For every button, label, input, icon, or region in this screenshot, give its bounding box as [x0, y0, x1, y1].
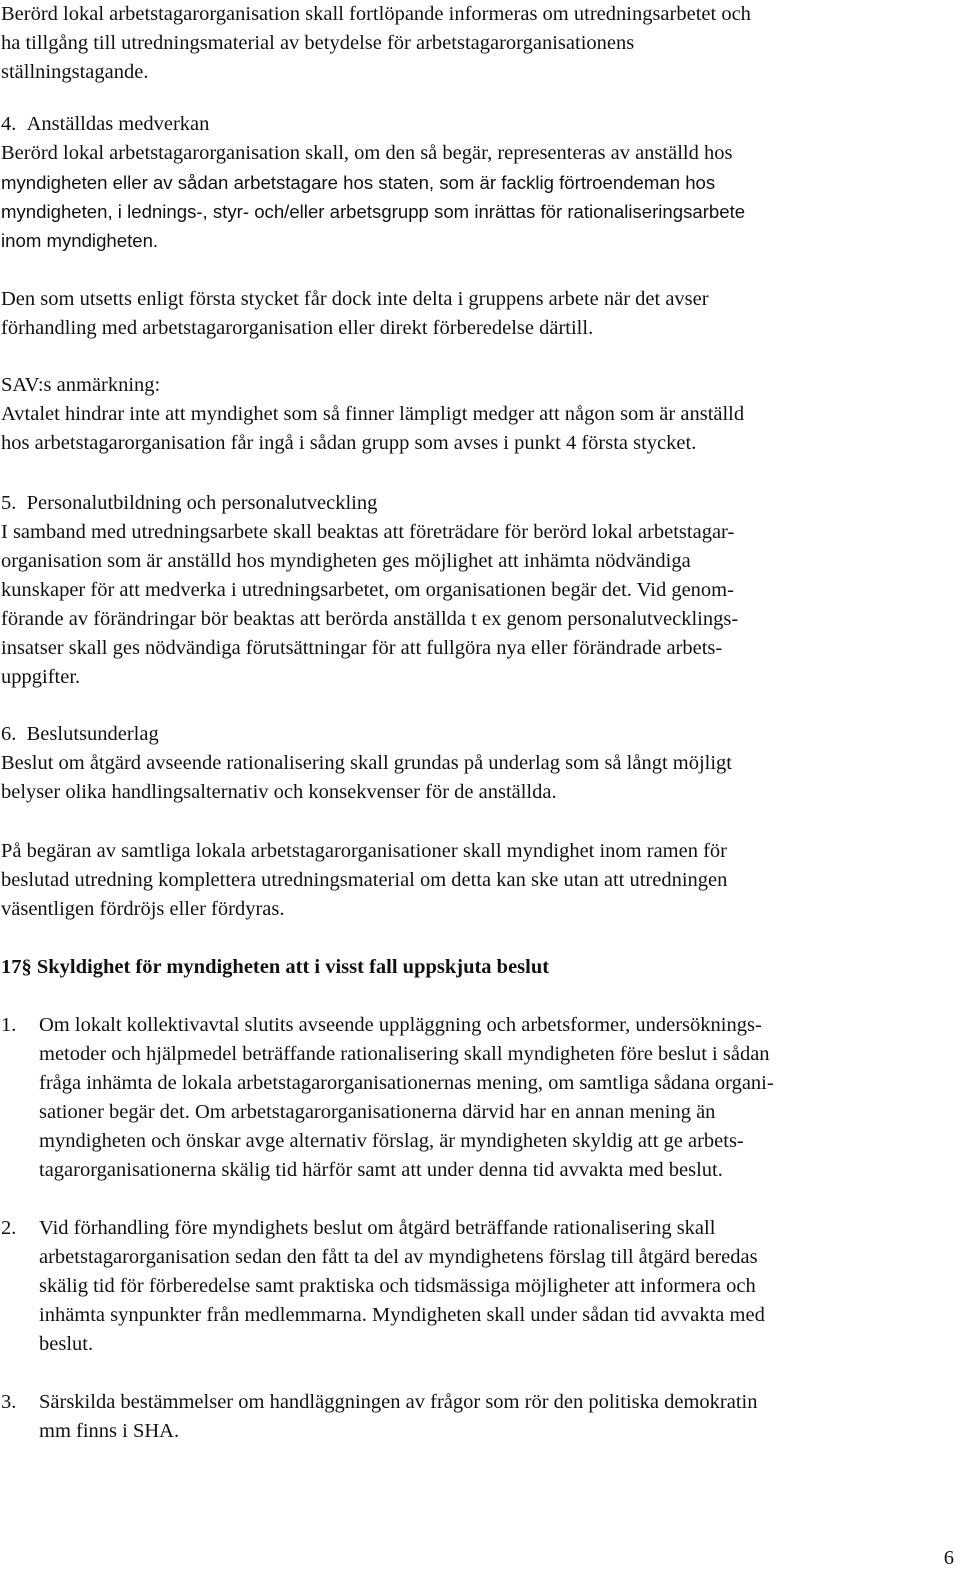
paragraph-17 [1, 953, 946, 982]
sav-note [1, 371, 946, 458]
section-5 [1, 489, 946, 692]
section-number: 5. [1, 492, 17, 514]
text-line: uppgifter. [1, 666, 81, 688]
text-line: beslutad utredning komplettera utredningsmaterial om detta kan ske utan att utredningen [1, 869, 728, 891]
text-line: ställningstagande. [1, 61, 149, 83]
section-heading [1, 110, 946, 139]
text-line: fråga inhämta de lokala arbetstagarorganisationernas mening, om samtliga sådana organi- [39, 1072, 774, 1094]
section-6 [1, 720, 946, 807]
text-line: väsentligen fördröjs eller fördyras. [1, 898, 285, 920]
text-line: tagarorganisationerna skälig tid härför samt att under denna tid avvakta med beslut. [39, 1159, 723, 1181]
item-number: 1. [1, 1014, 17, 1036]
text-line: I samband med utredningsarbete skall beaktas att företrädare för berörd lokal arbetstagar- [1, 521, 735, 543]
text-line: myndigheten, i lednings-, styr- och/eller arbetsgrupp som inrättas för rationaliseringsarbete [1, 201, 746, 222]
text-line: arbetstagarorganisation sedan den fått ta del av myndighetens förslag till åtgärd beredas [39, 1246, 758, 1268]
paragraph-heading: 17§ Skyldighet för myndigheten att i visst fall uppskjuta beslut [1, 956, 550, 978]
text-line: Berörd lokal arbetstagarorganisation skall, om den så begär, representeras av anställd hos [1, 142, 733, 164]
text-line: kunskaper för att medverka i utredningsarbetet, om organisationen begär det. Vid genom- [1, 579, 734, 601]
text-line: myndigheten eller av sådan arbetstagare hos staten, som är facklig förtroendeman hos [1, 172, 716, 193]
item-text [39, 1388, 939, 1446]
text-line: metoder och hjälpmedel beträffande rationalisering skall myndigheten före beslut i sådan [39, 1043, 770, 1065]
section-title: Personalutbildning och personalutveckling [26, 492, 378, 514]
section-number: 6. [1, 723, 17, 745]
text-line: Avtalet hindrar inte att myndighet som så finner lämpligt medger att någon som är anställd [1, 403, 745, 425]
text-line: mm finns i SHA. [39, 1420, 180, 1442]
text-line: skälig tid för förberedelse samt praktiska och tidsmässiga möjligheter att informera och [39, 1275, 756, 1297]
page-number: 6 [943, 1547, 954, 1569]
intro-paragraph [1, 0, 946, 87]
text-line: organisation som är anställd hos myndigheten ges möjlighet att inhämta nödvändiga [1, 550, 691, 572]
section-6-paragraph-2 [1, 837, 946, 924]
section-heading [1, 720, 946, 749]
text-line: myndigheten och önskar avge alternativ förslag, är myndigheten skyldig att ge arbets- [39, 1130, 744, 1152]
text-line: Om lokalt kollektivavtal slutits avseende uppläggning och arbetsformer, undersöknings- [39, 1014, 762, 1036]
section-number: 4. [1, 113, 17, 135]
text-line: sationer begär det. Om arbetstagarorganisationerna därvid har en annan mening än [39, 1101, 716, 1123]
text-line: ha tillgång till utredningsmaterial av betydelse för arbetstagarorganisationens [1, 32, 635, 54]
text-line: På begäran av samtliga lokala arbetstagarorganisationer skall myndighet inom ramen för [1, 840, 727, 862]
text-line: hos arbetstagarorganisation får ingå i sådan grupp som avses i punkt 4 första stycket. [1, 432, 697, 454]
text-line: Berörd lokal arbetstagarorganisation skall fortlöpande informeras om utredningsarbetet och [1, 3, 751, 25]
text-line: Särskilda bestämmelser om handläggningen av frågor som rör den politiska demokratin [39, 1391, 758, 1413]
text-line: inhämta synpunkter från medlemmarna. Myndigheten skall under sådan tid avvakta med [39, 1304, 765, 1326]
section-title: Beslutsunderlag [26, 723, 159, 745]
text-line: Vid förhandling före myndighets beslut om åtgärd beträffande rationalisering skall [39, 1217, 716, 1239]
text-line: förhandling med arbetstagarorganisation eller direkt förberedelse därtill. [1, 317, 594, 339]
item-number: 2. [1, 1217, 17, 1239]
section-title: Anställdas medverkan [26, 113, 210, 135]
item-text [39, 1011, 939, 1185]
text-line: Beslut om åtgärd avseende rationalisering skall grundas på underlag som så långt möjligt [1, 752, 732, 774]
section-4 [1, 110, 946, 255]
text-line: inom myndigheten. [1, 230, 159, 251]
item-text [39, 1214, 939, 1359]
section-heading [1, 489, 946, 518]
item-number: 3. [1, 1391, 17, 1413]
note-heading: SAV:s anmärkning: [1, 374, 161, 396]
text-line: Den som utsetts enligt första stycket får dock inte delta i gruppens arbete när det avser [1, 288, 709, 310]
section-4-paragraph-2 [1, 285, 946, 343]
text-line: beslut. [39, 1333, 94, 1355]
text-line: förande av förändringar bör beaktas att berörda anställda t ex genom personalutvecklings- [1, 608, 739, 630]
text-line: belyser olika handlingsalternativ och konsekvenser för de anställda. [1, 781, 557, 803]
text-line: insatser skall ges nödvändiga förutsättningar för att fullgöra nya eller förändrade arbets- [1, 637, 723, 659]
